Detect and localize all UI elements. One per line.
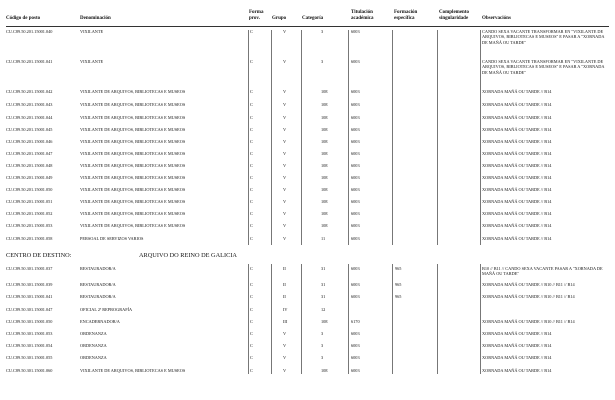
cell-code: CU.C89.50.201.15001.045 (6, 127, 53, 132)
column-divider (392, 30, 393, 245)
cell-denominacion: VIXILANTE DE ARQUIVOS, BIBLIOTECAS E MUSEOS (80, 223, 186, 228)
cell-titulacion: 6003 (351, 102, 360, 107)
column-divider (301, 264, 302, 374)
cell-denominacion: RESTAURADOR/A (80, 294, 116, 299)
cell-categoria: 12 (321, 307, 326, 312)
column-divider (271, 264, 272, 374)
cell-code: CU.C89.50.301.15001.060 (6, 368, 53, 373)
cell-formacion: 965 (395, 266, 402, 271)
cell-grupo: V (283, 175, 287, 180)
cell-denominacion: VIXILANTE DE ARQUIVOS, BIBLIOTECAS E MUSEOS (80, 115, 186, 120)
cell-categoria: 10E (321, 368, 328, 373)
cell-grupo: V (283, 368, 287, 373)
cell-forma: C (250, 29, 253, 34)
cell-grupo: V (283, 115, 287, 120)
cell-titulacion: 6003 (351, 223, 360, 228)
cell-code: CU.C89.50.201.15001.046 (6, 139, 53, 144)
cell-grupo: V (283, 343, 287, 348)
cell-forma: C (250, 266, 253, 271)
cell-categoria: 31 (321, 266, 326, 271)
cell-observacions: XORNADA MAÑÁ OU TARDE // B14 (482, 223, 552, 228)
cell-forma: C (250, 127, 253, 132)
cell-titulacion: 6003 (351, 199, 360, 204)
cell-code: CU.C89.50.301.15001.047 (6, 307, 53, 312)
cell-categoria: 31 (321, 282, 326, 287)
cell-categoria: 10E (321, 175, 328, 180)
column-divider (437, 264, 438, 374)
cell-forma: C (250, 319, 253, 324)
cell-categoria: 10E (321, 89, 328, 94)
column-divider (301, 30, 302, 245)
cell-titulacion: 6003 (351, 331, 360, 336)
cell-denominacion: VIXILANTE DE ARQUIVOS, BIBLIOTECAS E MUSEOS (80, 187, 186, 192)
cell-formacion: 965 (395, 282, 402, 287)
cell-forma: C (250, 59, 253, 64)
cell-denominacion: VIXILANTE DE ARQUIVOS, BIBLIOTECAS E MUSEOS (80, 139, 186, 144)
cell-categoria: 10E (321, 139, 328, 144)
cell-code: CU.C89.50.201.15001.050 (6, 187, 53, 192)
column-divider (348, 30, 349, 245)
cell-code: CU.C89.50.201.15001.040 (6, 29, 53, 34)
header-observacions: Observacións (482, 16, 511, 21)
cell-titulacion: 6003 (351, 266, 360, 271)
cell-forma: C (250, 211, 253, 216)
cell-observacions: XORNADA MAÑÁ OU TARDE // B14 (482, 331, 552, 336)
cell-code: CU.C89.50.201.15001.049 (6, 175, 53, 180)
cell-denominacion: ORDENANZA (80, 343, 107, 348)
header-codigo: Código de posto (6, 16, 41, 21)
column-divider (248, 264, 249, 374)
cell-grupo: III (283, 319, 288, 324)
cell-denominacion: VIXILANTE DE ARQUIVOS, BIBLIOTECAS E MUSEOS (80, 127, 186, 132)
cell-denominacion: RESTAURADOR/A (80, 282, 116, 287)
cell-forma: C (250, 151, 253, 156)
cell-titulacion: 6003 (351, 343, 360, 348)
cell-categoria: 10E (321, 102, 328, 107)
cell-denominacion: OFICIAL 2ª REPROGRAFÍA (80, 307, 133, 312)
header-formacion: Formación específica (394, 10, 418, 21)
cell-categoria: 10E (321, 319, 328, 324)
cell-forma: C (250, 139, 253, 144)
cell-code: CU.C89.50.301.15001.041 (6, 294, 53, 299)
cell-code: CU.C89.50.201.15001.052 (6, 211, 53, 216)
cell-grupo: V (283, 163, 287, 168)
cell-grupo: V (283, 199, 287, 204)
cell-categoria: 11 (321, 236, 326, 241)
cell-forma: C (250, 115, 253, 120)
cell-denominacion: VIXILANTE DE ARQUIVOS, BIBLIOTECAS E MUSEOS (80, 89, 186, 94)
cell-categoria: 3 (321, 343, 324, 348)
cell-forma: C (250, 236, 253, 241)
cell-denominacion: VIXILANTE DE ARQUIVOS, BIBLIOTECAS E MUSEOS (80, 199, 186, 204)
header-denominacion: Denominación (80, 16, 111, 21)
cell-code: CU.C89.50.301.15001.039 (6, 282, 53, 287)
cell-titulacion: 6003 (351, 294, 360, 299)
cell-observacions: XORNADA MAÑÁ OU TARDE // B14 (482, 102, 552, 107)
cell-observacions: XORNADA MAÑÁ OU TARDE // B14 (482, 175, 552, 180)
cell-denominacion: VIXILANTE DE ARQUIVOS, BIBLIOTECAS E MUSEOS (80, 102, 186, 107)
cell-categoria: 3 (321, 331, 324, 336)
cell-observacions: XORNADA MAÑÁ OU TARDE // B14 (482, 236, 552, 241)
cell-titulacion: 6003 (351, 355, 360, 360)
cell-forma: C (250, 343, 253, 348)
cell-forma: C (250, 102, 253, 107)
cell-denominacion: VIXILANTE DE ARQUIVOS, BIBLIOTECAS E MUSEOS (80, 175, 186, 180)
cell-grupo: V (283, 102, 287, 107)
cell-grupo: V (283, 187, 287, 192)
cell-grupo: V (283, 355, 287, 360)
cell-categoria: 10E (321, 187, 328, 192)
column-divider (248, 30, 249, 245)
header-rule (6, 26, 609, 27)
header-complemento: Complemento singularidade (439, 10, 469, 21)
cell-code: CU.C89.50.301.15001.053 (6, 331, 53, 336)
column-divider (348, 264, 349, 374)
cell-grupo: V (283, 331, 287, 336)
cell-code: CU.C89.50.201.15001.041 (6, 59, 53, 64)
cell-denominacion: PERSOAL DE SERVIZOS VARIOS (80, 236, 144, 241)
cell-grupo: II (283, 266, 286, 271)
cell-grupo: V (283, 59, 287, 64)
cell-grupo: V (283, 29, 287, 34)
cell-code: CU.C89.50.201.15001.047 (6, 151, 53, 156)
cell-forma: C (250, 175, 253, 180)
cell-observacions: XORNADA MAÑÁ OU TARDE // B10 // B11 // B14 (482, 294, 575, 299)
cell-grupo: II (283, 294, 286, 299)
cell-observacions: B10 // B11 // CANDO SEXA VACANTE PASAR A "XORNADA DE MAÑÁ OU TARDE" (482, 266, 603, 277)
cell-categoria: 3 (321, 59, 324, 64)
cell-categoria: 3 (321, 355, 324, 360)
cell-categoria: 10E (321, 115, 328, 120)
header-grupo: Grupo (272, 16, 287, 21)
cell-titulacion: 6003 (351, 368, 360, 373)
cell-categoria: 31 (321, 294, 326, 299)
cell-observacions: CANDO SEXA VACANTE TRANSFORMAR EN "VIXILANTE DE ARQUIVOS, BIBLIOTECAS E MUSEOS" E PASAR A "XORNADA DE MAÑÁ OU TARDE" (482, 29, 605, 45)
cell-denominacion: RESTAURADOR/A (80, 266, 116, 271)
cell-forma: C (250, 307, 253, 312)
cell-observacions: XORNADA MAÑÁ OU TARDE // B14 (482, 355, 552, 360)
cell-observacions: CANDO SEXA VACANTE TRANSFORMAR EN "VIXILANTE DE ARQUIVOS, BIBLIOTECAS E MUSEOS" E PASAR A "XORNADA DE MAÑÁ OU TARDE" (482, 59, 605, 75)
cell-categoria: 10E (321, 199, 328, 204)
cell-denominacion: VIXILANTE DE ARQUIVOS, BIBLIOTECAS E MUSEOS (80, 163, 186, 168)
column-divider (437, 30, 438, 245)
cell-observacions: XORNADA MAÑÁ OU TARDE // B10 // B11 // B14 (482, 282, 575, 287)
cell-titulacion: 6003 (351, 163, 360, 168)
cell-titulacion: 6170 (351, 319, 360, 324)
cell-forma: C (250, 163, 253, 168)
cell-denominacion: VIXILANTE DE ARQUIVOS, BIBLIOTECAS E MUSEOS (80, 368, 186, 373)
cell-observacions: XORNADA MAÑÁ OU TARDE // B14 (482, 139, 552, 144)
column-divider (480, 264, 481, 374)
cell-titulacion: 6003 (351, 211, 360, 216)
cell-code: CU.C89.50.201.15001.042 (6, 89, 53, 94)
cell-denominacion: VIXILANTE DE ARQUIVOS, BIBLIOTECAS E MUSEOS (80, 151, 186, 156)
cell-grupo: V (283, 127, 287, 132)
cell-observacions: XORNADA MAÑÁ OU TARDE // B14 (482, 115, 552, 120)
cell-titulacion: 6003 (351, 282, 360, 287)
header-titulacion: Titulación académica (351, 10, 374, 21)
header-forma: Forma prov. (249, 10, 264, 21)
cell-forma: C (250, 187, 253, 192)
cell-categoria: 10E (321, 127, 328, 132)
cell-denominacion: VIXILANTE DE ARQUIVOS, BIBLIOTECAS E MUSEOS (80, 211, 186, 216)
section-label: CENTRO DE DESTINO: (6, 252, 72, 259)
cell-grupo: V (283, 223, 287, 228)
cell-observacions: XORNADA MAÑÁ OU TARDE // B14 (482, 368, 552, 373)
cell-code: CU.C89.50.201.15001.053 (6, 223, 53, 228)
table-header (0, 0, 615, 32)
cell-code: CU.C89.50.301.15001.055 (6, 355, 53, 360)
cell-code: CU.C89.50.301.15001.054 (6, 343, 53, 348)
cell-grupo: V (283, 89, 287, 94)
column-divider (271, 30, 272, 245)
cell-code: CU.C89.50.201.15001.043 (6, 102, 53, 107)
cell-titulacion: 6003 (351, 29, 360, 34)
cell-categoria: 10E (321, 223, 328, 228)
cell-code: CU.C89.50.201.15001.051 (6, 199, 53, 204)
cell-forma: C (250, 368, 253, 373)
cell-grupo: V (283, 151, 287, 156)
cell-grupo: V (283, 211, 287, 216)
cell-forma: C (250, 355, 253, 360)
cell-observacions: XORNADA MAÑÁ OU TARDE // B14 (482, 343, 552, 348)
column-divider (480, 30, 481, 245)
cell-code: CU.C89.50.201.15001.048 (6, 163, 53, 168)
cell-grupo: V (283, 139, 287, 144)
cell-forma: C (250, 199, 253, 204)
cell-titulacion: 6003 (351, 127, 360, 132)
cell-denominacion: VIXILANTE (80, 29, 104, 34)
cell-categoria: 10E (321, 211, 328, 216)
cell-formacion: 965 (395, 294, 402, 299)
column-divider (392, 264, 393, 374)
cell-denominacion: ENCADERNADOR/A (80, 319, 120, 324)
cell-forma: C (250, 331, 253, 336)
section-value: ARQUIVO DO REINO DE GALICIA (139, 252, 237, 259)
cell-titulacion: 6003 (351, 139, 360, 144)
cell-categoria: 10E (321, 163, 328, 168)
cell-titulacion: 6003 (351, 175, 360, 180)
cell-observacions: XORNADA MAÑÁ OU TARDE // B14 (482, 151, 552, 156)
cell-forma: C (250, 223, 253, 228)
cell-observacions: XORNADA MAÑÁ OU TARDE // B14 (482, 187, 552, 192)
cell-observacions: XORNADA MAÑÁ OU TARDE // B14 (482, 89, 552, 94)
cell-forma: C (250, 294, 253, 299)
cell-titulacion: 6003 (351, 236, 360, 241)
cell-titulacion: 6003 (351, 115, 360, 120)
cell-denominacion: ORDENANZA (80, 331, 107, 336)
cell-denominacion: ORDENANZA (80, 355, 107, 360)
cell-grupo: IV (283, 307, 288, 312)
cell-observacions: XORNADA MAÑÁ OU TARDE // B14 (482, 199, 552, 204)
cell-categoria: 10E (321, 151, 328, 156)
cell-code: CU.C89.50.301.15001.037 (6, 266, 53, 271)
cell-titulacion: 6003 (351, 89, 360, 94)
cell-titulacion: 6003 (351, 59, 360, 64)
cell-code: CU.C89.50.301.15001.050 (6, 319, 53, 324)
cell-forma: C (250, 89, 253, 94)
cell-observacions: XORNADA MAÑÁ OU TARDE // B14 (482, 127, 552, 132)
cell-denominacion: VIXILANTE (80, 59, 104, 64)
cell-observacions: XORNADA MAÑÁ OU TARDE // B14 (482, 163, 552, 168)
cell-titulacion: 6003 (351, 151, 360, 156)
cell-observacions: XORNADA MAÑÁ OU TARDE // B10 // B11 // B14 (482, 319, 575, 324)
cell-grupo: II (283, 282, 286, 287)
cell-observacions: XORNADA MAÑÁ OU TARDE // B14 (482, 211, 552, 216)
cell-grupo: V (283, 236, 287, 241)
cell-forma: C (250, 282, 253, 287)
cell-code: CU.C89.50.201.15001.044 (6, 115, 53, 120)
cell-categoria: 3 (321, 29, 324, 34)
cell-titulacion: 6003 (351, 187, 360, 192)
header-categoria: Categoría (302, 16, 324, 21)
cell-code: CU.C89.50.201.15001.058 (6, 236, 53, 241)
